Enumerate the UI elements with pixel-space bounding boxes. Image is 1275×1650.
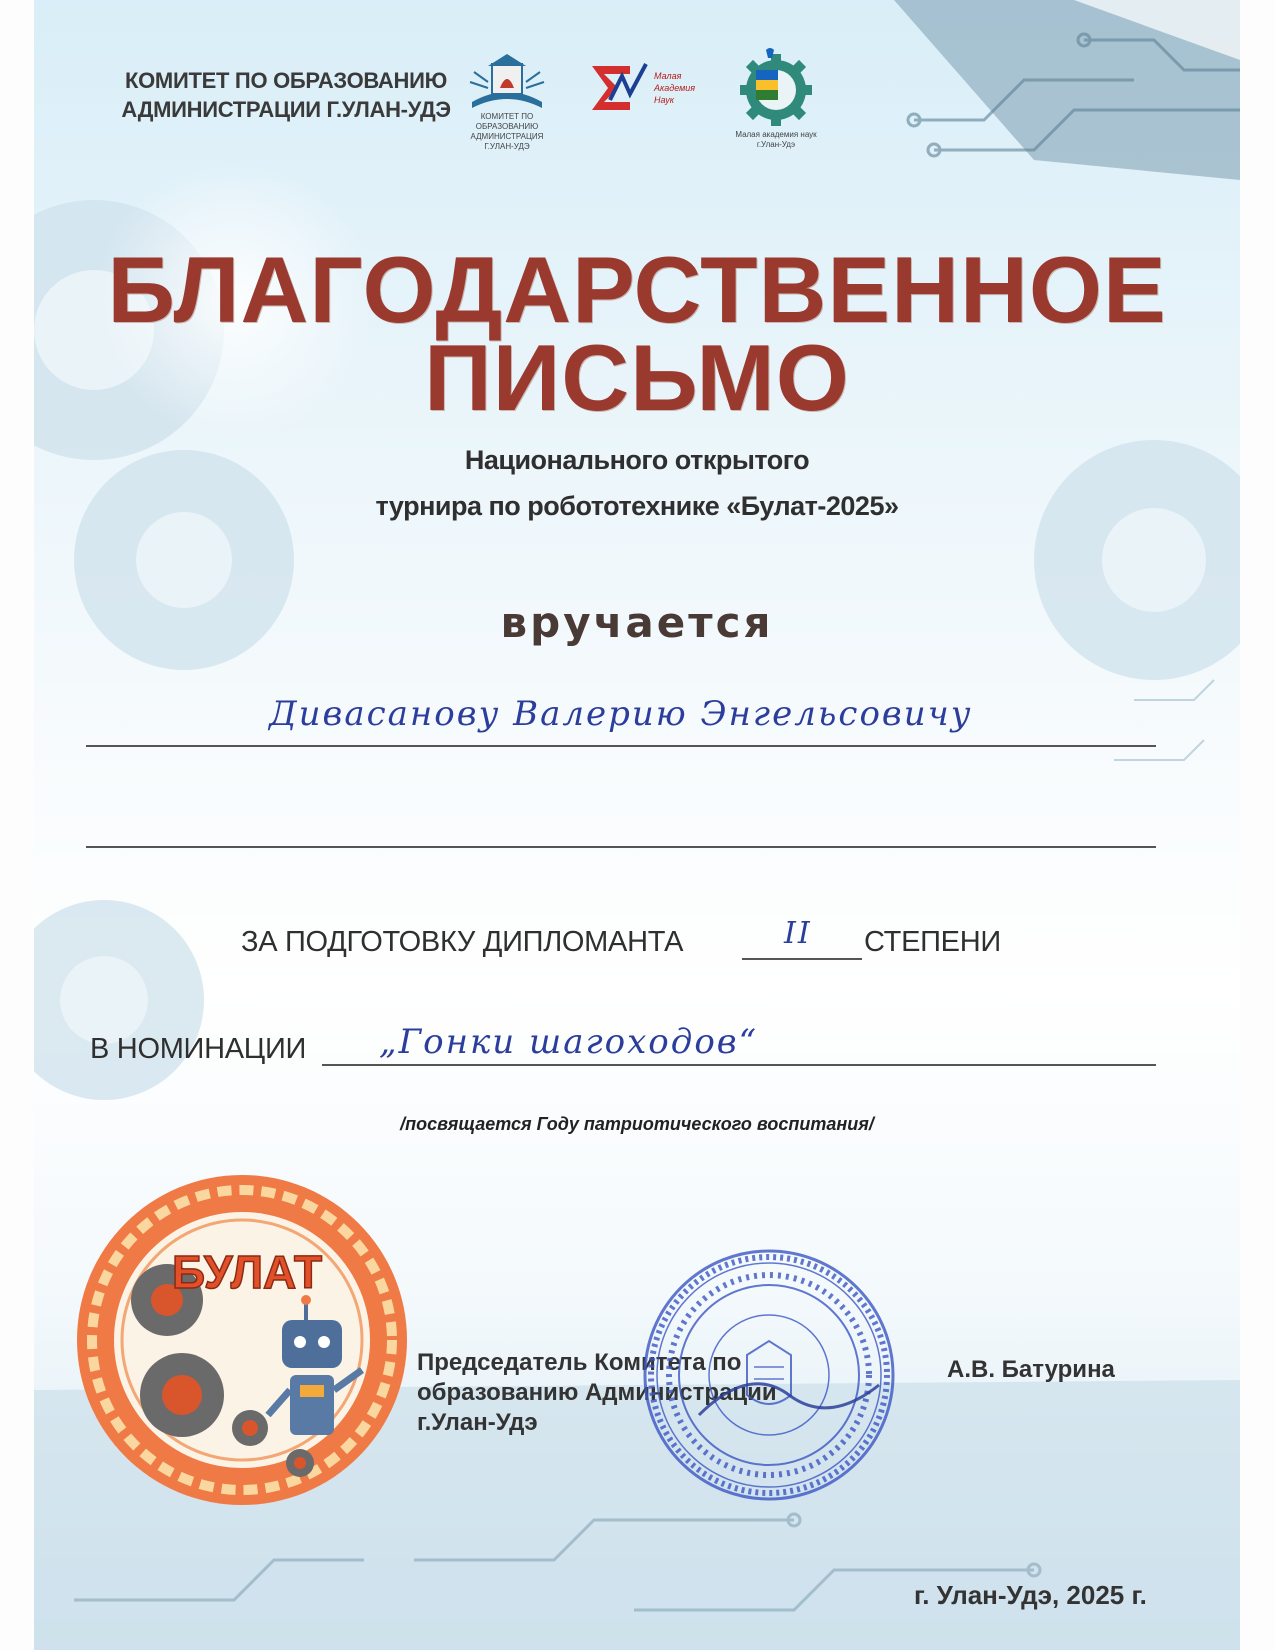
title-line-1: БЛАГОДАРСТВЕННОЕ [107,237,1167,342]
logo1-caption-3: Г.УЛАН-УДЭ [484,142,530,151]
small-academy-logo [586,60,706,130]
dedication-text: /посвящается Году патриотического воспитания/ [400,1114,874,1134]
chair-line-1: Председатель Комитета по [417,1349,742,1376]
committee-line-2: АДМИНИСТРАЦИИ Г.УЛАН-УДЭ [121,97,451,122]
nomination-handwritten: „Гонки шагоходов“ [379,1022,758,1062]
logo3-caption-1: Малая академия наук [735,130,817,139]
nomination-line [322,1064,1156,1066]
recipient-line-1 [86,745,1156,747]
recipient-line-2 [86,846,1156,848]
emblem-title: БУЛАТ [171,1246,323,1298]
awarded-label: вручается [500,598,774,647]
logo1-caption-1: КОМИТЕТ ПО ОБРАЗОВАНИЮ [475,112,539,131]
recipient-name-handwritten: Дивасанову Валерию Энгельсовичу [269,694,973,734]
bulat-emblem [72,1170,412,1510]
logo2-word-2: Академия [654,83,696,93]
subtitle-line-1: Национального открытого [464,445,810,475]
academy-gear-logo [726,48,826,148]
book-building-icon [452,52,562,110]
logo2-word-1: Малая [654,71,682,81]
committee-logo [452,52,562,151]
logo1-caption-2: АДМИНИСТРАЦИЯ [470,132,544,141]
logo2-word-3: Наук [654,95,674,105]
gear-flag-icon [726,48,826,128]
degree-handwritten: II [784,916,812,951]
logo3-caption-2: г.Улан-Удэ [756,140,796,149]
committee-header [106,66,466,124]
degree-line [742,958,862,960]
sigma-icon [586,60,656,116]
chair-line-3: г.Улан-Удэ [417,1409,538,1436]
certificate-page [34,0,1240,1650]
degree-label-before: ЗА ПОДГОТОВКУ ДИПЛОМАНТА [241,926,684,958]
subtitle-line-2: турнира по робототехнике «Булат-2025» [375,491,899,521]
degree-label-after: СТЕПЕНИ [864,926,1001,958]
nomination-label: В НОМИНАЦИИ [90,1033,307,1065]
signer-name: А.В. Батурина [947,1356,1115,1383]
chair-line-2: образованию Администрации [417,1379,777,1406]
committee-line-1: КОМИТЕТ ПО ОБРАЗОВАНИЮ [124,68,447,93]
official-stamp [639,1245,899,1505]
title-line-2: ПИСЬМО [424,325,850,430]
place-date: г. Улан-Удэ, 2025 г. [914,1580,1147,1610]
